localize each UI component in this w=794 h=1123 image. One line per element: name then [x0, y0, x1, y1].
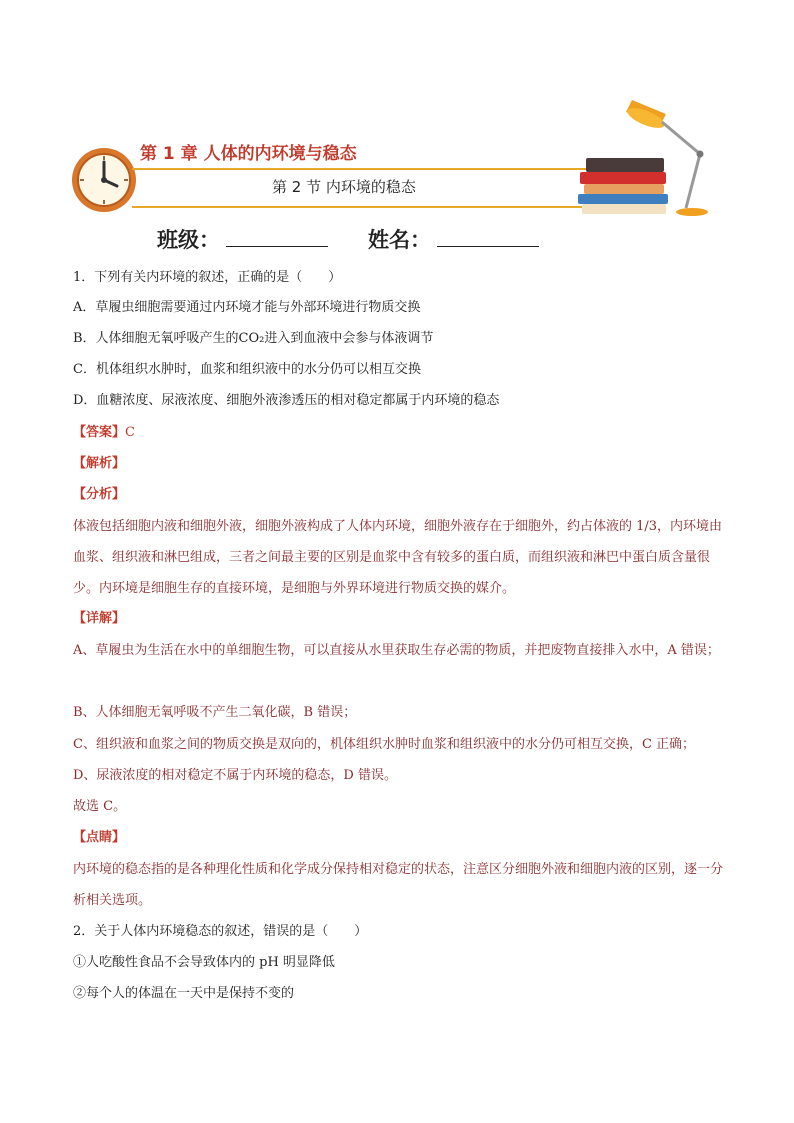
class-label: 班级：	[157, 228, 220, 252]
title-rule-bottom	[132, 206, 597, 208]
analysis-tag: 【解析】	[73, 456, 126, 471]
class-blank[interactable]	[226, 227, 328, 247]
section-title: 第 2 节 内环境的稳态	[272, 178, 416, 196]
xiangjie-b: B、人体细胞无氧呼吸不产生二氧化碳，B 错误；	[73, 705, 357, 720]
q1-option-a: A．草履虫细胞需要通过内环境才能与外部环境进行物质交换	[73, 300, 421, 315]
lamp-and-books-icon	[574, 96, 714, 220]
xiangjie-d: D、尿液浓度的相对稳定不属于内环境的稳态，D 错误。	[73, 768, 397, 783]
q2-item-1: ①人吃酸性食品不会导致体内的 pH 明显降低	[73, 955, 335, 970]
name-field[interactable]	[368, 224, 539, 254]
class-field[interactable]	[157, 224, 328, 254]
page-header	[0, 0, 794, 260]
xiangjie-tag: 【详解】	[73, 611, 126, 626]
answer-value: C	[125, 425, 135, 440]
answer-tag: 【答案】	[73, 425, 126, 440]
q2-item-2: ②每个人的体温在一天中是保持不变的	[73, 986, 295, 1001]
fenxi-tag: 【分析】	[73, 487, 126, 502]
name-blank[interactable]	[437, 227, 539, 247]
q1-answer	[73, 425, 135, 441]
conclusion: 故选 C。	[73, 799, 127, 814]
dianjing-text: 内环境的稳态指的是各种理化性质和化学成分保持相对稳定的状态，注意区分细胞外液和细胞内液的区别，逐一分析相关选项。	[73, 862, 724, 908]
chapter-title: 第 1 章 人体的内环境与稳态	[140, 144, 357, 164]
name-label: 姓名：	[368, 228, 431, 252]
clock-icon	[70, 146, 138, 214]
title-rule-top	[132, 168, 597, 170]
q1-option-b: B．人体细胞无氧呼吸产生的CO₂进入到血液中会参与体液调节	[73, 331, 434, 346]
q2-stem: 2．关于人体内环境稳态的叙述，错误的是（ ）	[73, 924, 368, 939]
dianjing-tag: 【点睛】	[73, 830, 126, 845]
xiangjie-c: C、组织液和血浆之间的物质交换是双向的，机体组织水肿时血浆和组织液中的水分仍可相互交换，C 正确；	[73, 737, 696, 752]
q1-stem: 1．下列有关内环境的叙述，正确的是（ ）	[73, 270, 342, 285]
q1-option-d: D．血糖浓度、尿液浓度、细胞外液渗透压的相对稳定都属于内环境的稳态	[73, 393, 500, 408]
q1-option-c: C．机体组织水肿时，血浆和组织液中的水分仍可以相互交换	[73, 362, 421, 377]
xiangjie-a: A、草履虫为生活在水中的单细胞生物，可以直接从水里获取生存必需的物质，并把废物直接排入水中，A 错误；	[73, 643, 720, 658]
fenxi-text: 体液包括细胞内液和细胞外液，细胞外液构成了人体内环境，细胞外液存在于细胞外，约占体液的 1/3，内环境由血浆、组织液和淋巴组成，三者之间最主要的区别是血浆中含有较多的蛋白质，而组织液和淋巴中蛋白质含量很少。内环境是细胞生存的直接环境，是细胞与外界环境进行物质交换的媒介。	[73, 519, 723, 596]
